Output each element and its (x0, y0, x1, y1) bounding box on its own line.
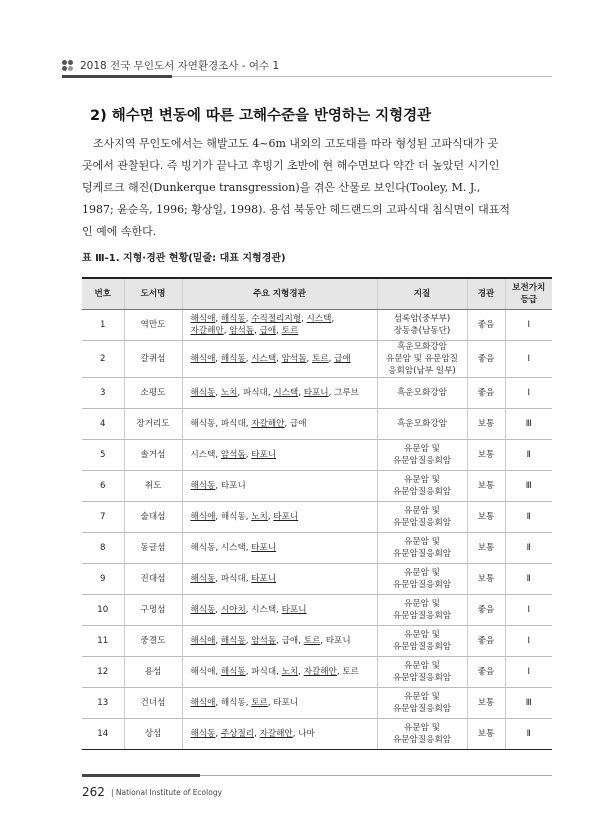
representative-landform: 해식애 (190, 636, 216, 646)
landform-text: , 그루브 (328, 388, 359, 398)
table-row (82, 341, 552, 378)
cell-grade: Ⅲ (505, 471, 552, 502)
cell-geology (377, 626, 467, 657)
representative-landform: 해식동 (220, 354, 246, 364)
table-row (82, 440, 552, 471)
landform-text: , 타포니 (267, 698, 299, 708)
cell-grade: Ⅱ (505, 440, 552, 471)
cell-geology (377, 310, 467, 341)
table-row (82, 688, 552, 719)
landform-text: , 파식대, (237, 388, 274, 398)
cell-features (182, 471, 377, 502)
cell-grade: Ⅰ (505, 626, 552, 657)
representative-landform: 해식동 (190, 481, 216, 491)
landform-text: , 파식대, (245, 667, 282, 677)
landform-text: , (215, 314, 221, 324)
representative-landform: 암석돔 (229, 326, 255, 336)
cell-grade: Ⅰ (505, 341, 552, 378)
cell-scenery: 보통 (467, 409, 505, 440)
representative-landform: 토르 (312, 354, 329, 364)
cell-geology (377, 409, 467, 440)
landform-text: , (215, 636, 221, 646)
cell-geology (377, 657, 467, 688)
cell-island: 중결도 (124, 626, 182, 657)
landform-text: , 해식동, (215, 512, 252, 522)
representative-landform: 시스택 (306, 314, 332, 324)
landform-text: , 타포니 (215, 481, 246, 491)
representative-landform: 해식애 (190, 512, 216, 522)
cell-island: 동글섬 (124, 533, 182, 564)
representative-landform: 자갈해안 (190, 326, 224, 336)
landform-text: , (215, 605, 221, 615)
cell-grade: Ⅲ (505, 688, 552, 719)
representative-landform: 해식애 (190, 354, 216, 364)
geology-line: 유문암질응회암 (392, 642, 452, 652)
representative-landform: 급애 (334, 354, 351, 364)
table-row (82, 626, 552, 657)
cell-island: 건너섬 (124, 688, 182, 719)
table-row (82, 502, 552, 533)
representative-landform: 해식동 (220, 314, 246, 324)
geology-line: 유문암질응회암 (392, 518, 452, 528)
organization-name: | National Institute of Ecology (111, 788, 223, 797)
cell-island: 술대섬 (124, 502, 182, 533)
paragraph-line: 조사지역 무인도에서는 해발고도 4~6m 내외의 고도대를 따라 형성된 고파식대가 곳 (93, 137, 499, 150)
geology-line: 유문암 및 (404, 661, 440, 671)
geology-line: 유문암 및 (404, 723, 440, 733)
paragraph-line: 1987; 윤순옥, 1996; 황상일, 1998). 용섬 북동안 헤드랜드의 고파식대 침식면이 대표적 (82, 203, 511, 216)
cell-scenery: 보통 (467, 564, 505, 595)
representative-landform: 노치 (251, 512, 268, 522)
cell-scenery: 좋음 (467, 341, 505, 378)
cell-scenery: 좋음 (467, 657, 505, 688)
representative-landform: 수직절리지형 (251, 314, 302, 324)
representative-landform: 토르 (281, 326, 299, 336)
landform-text: , 파식대, (215, 574, 252, 584)
geology-line: 응회암(남부 일부) (388, 366, 456, 376)
header-features: 주요 지형경관 (182, 278, 377, 310)
representative-landform: 해식동 (220, 667, 246, 677)
header-grade-label: 보전가치 등급 (512, 283, 546, 305)
landform-text: , (245, 636, 252, 646)
cell-features (182, 341, 377, 378)
cell-scenery: 좋음 (467, 378, 505, 409)
representative-landform: 타포니 (251, 574, 277, 584)
landform-text: , 나마 (292, 729, 315, 739)
header-rule-accent (62, 75, 172, 78)
table-row (82, 409, 552, 440)
cell-geology (377, 564, 467, 595)
cell-scenery: 보통 (467, 471, 505, 502)
geology-line: 유문암 및 (404, 475, 440, 485)
cell-island: 진대섬 (124, 564, 182, 595)
geology-line: 유문암 및 (404, 506, 440, 516)
geology-line: 흑운모화강암 (397, 388, 447, 398)
landform-text: , (254, 326, 260, 336)
cell-geology (377, 440, 467, 471)
cell-features (182, 719, 377, 750)
cell-grade: Ⅲ (505, 409, 552, 440)
table-row (82, 533, 552, 564)
table-row (82, 564, 552, 595)
section-title: 2) 해수면 변동에 따른 고해수준을 반영하는 지형경관 (90, 108, 432, 124)
cell-scenery: 보통 (467, 440, 505, 471)
representative-landform: 타포니 (273, 512, 299, 522)
cell-no: 13 (82, 688, 124, 719)
cell-island: 용섬 (124, 657, 182, 688)
cell-island: 상섬 (124, 719, 182, 750)
cell-geology (377, 533, 467, 564)
geology-line: 흑운모화강암 (397, 419, 447, 429)
table-caption: 표 Ⅲ-1. 지형·경관 현황(밑줄: 대표 지형경관) (82, 253, 286, 264)
landform-text: 해식동, 시스택, (190, 543, 252, 553)
representative-landform: 자갈해안 (303, 667, 337, 677)
landform-text: , 급애 (284, 419, 307, 429)
representative-landform: 시스택 (273, 388, 299, 398)
cell-scenery: 좋음 (467, 626, 505, 657)
geology-line: 유문암 및 (404, 568, 440, 578)
representative-landform: 시스택 (251, 354, 277, 364)
table-row (82, 310, 552, 341)
cell-geology (377, 341, 467, 378)
representative-landform: 토르 (251, 698, 268, 708)
cell-no: 8 (82, 533, 124, 564)
landform-text: , (245, 314, 252, 324)
geology-line: 유문암질응회암 (392, 580, 452, 590)
landform-text: 해식애, (190, 667, 221, 677)
representative-landform: 자갈해안 (259, 729, 293, 739)
landform-text: , 타포니 (320, 636, 351, 646)
cell-island: 역만도 (124, 310, 182, 341)
cell-island: 장거리도 (124, 409, 182, 440)
page-number: 262 (82, 785, 105, 799)
header-geology: 지질 (377, 278, 467, 310)
cell-grade: Ⅰ (505, 378, 552, 409)
cell-island: 소평도 (124, 378, 182, 409)
landform-text: , (215, 388, 221, 398)
geology-line: 유문암 및 (404, 537, 440, 547)
running-header (62, 58, 279, 73)
cell-features (182, 657, 377, 688)
landform-text: , (331, 314, 335, 324)
representative-landform: 타포니 (251, 543, 277, 553)
representative-landform: 급애 (259, 326, 277, 336)
cell-grade: Ⅱ (505, 719, 552, 750)
representative-landform: 해식애 (190, 314, 216, 324)
representative-landform: 암석돔 (251, 636, 277, 646)
cell-scenery: 보통 (467, 719, 505, 750)
bullet-dots-icon (62, 60, 74, 72)
cell-no: 4 (82, 409, 124, 440)
cell-no: 14 (82, 719, 124, 750)
cell-features (182, 533, 377, 564)
geology-line: 유문암질응회암 (392, 456, 452, 466)
paragraph-line: 인 예에 속한다. (82, 225, 157, 238)
geology-line: 유문암 및 (404, 692, 440, 702)
representative-landform: 해식동 (190, 729, 216, 739)
cell-no: 2 (82, 341, 124, 378)
cell-grade: Ⅰ (505, 310, 552, 341)
landform-text: , 급애, (276, 636, 304, 646)
header-island: 도서명 (124, 278, 182, 310)
cell-geology (377, 595, 467, 626)
cell-features (182, 378, 377, 409)
landform-text: , (298, 388, 304, 398)
landform-text: , (301, 314, 307, 324)
paragraph-line: 곳에서 관찰된다. 즉 빙기가 끝나고 후빙기 초반에 현 해수면보다 약간 더 높았던 시기인 (82, 159, 500, 172)
footer-rule-accent (82, 774, 200, 777)
table-row (82, 471, 552, 502)
table-row (82, 378, 552, 409)
geology-line: 섬록암(중부부) (393, 314, 451, 324)
cell-scenery: 좋음 (467, 310, 505, 341)
cell-features (182, 595, 377, 626)
landform-text: , (245, 354, 252, 364)
geology-line: 유문암질응회암 (392, 487, 452, 497)
cell-island: 갈퀴섬 (124, 341, 182, 378)
cell-no: 6 (82, 471, 124, 502)
geology-line: 장동층(남동단) (393, 326, 451, 336)
cell-grade: Ⅰ (505, 595, 552, 626)
cell-grade: Ⅱ (505, 533, 552, 564)
cell-features (182, 564, 377, 595)
header-no: 번호 (82, 278, 124, 310)
cell-features (182, 626, 377, 657)
cell-grade: Ⅱ (505, 502, 552, 533)
geology-line: 유문암질응회암 (392, 735, 452, 745)
cell-island: 솔거섬 (124, 440, 182, 471)
cell-geology (377, 688, 467, 719)
cell-geology (377, 502, 467, 533)
representative-landform: 토르 (303, 636, 321, 646)
landform-text: , (223, 326, 230, 336)
geology-line: 유문암 및 (404, 444, 440, 454)
landform-text: , (215, 354, 221, 364)
landform-text: , (254, 729, 260, 739)
cell-features (182, 409, 377, 440)
table-row (82, 595, 552, 626)
running-title: 2018 전국 무인도서 자연환경조사 - 여수 1 (80, 60, 280, 72)
geology-line: 유문암 및 (404, 599, 440, 609)
cell-geology (377, 719, 467, 750)
landform-text: , (276, 354, 282, 364)
geology-line: 유문암질응회암 (392, 673, 452, 683)
representative-landform: 해식애 (190, 698, 216, 708)
cell-features (182, 688, 377, 719)
representative-landform: 주상절리 (220, 729, 255, 739)
landform-text: , 토르 (336, 667, 359, 677)
cell-scenery: 좋음 (467, 595, 505, 626)
representative-landform: 해식동 (220, 636, 246, 646)
table-row (82, 657, 552, 688)
body-paragraph (82, 133, 552, 243)
geology-line: 흑운모화강암 (397, 342, 447, 352)
representative-landform: 해식동 (190, 574, 216, 584)
representative-landform: 노치 (281, 667, 299, 677)
cell-scenery: 보통 (467, 688, 505, 719)
table-row (82, 719, 552, 750)
cell-grade: Ⅱ (505, 564, 552, 595)
cell-no: 1 (82, 310, 124, 341)
landform-text: , (276, 326, 282, 336)
table-header-row (82, 278, 552, 310)
representative-landform: 시아치 (220, 605, 246, 615)
cell-features (182, 502, 377, 533)
cell-no: 9 (82, 564, 124, 595)
cell-scenery: 보통 (467, 533, 505, 564)
geology-line: 유문암질응회암 (392, 704, 452, 714)
representative-landform: 타포니 (303, 388, 329, 398)
cell-features (182, 440, 377, 471)
cell-no: 7 (82, 502, 124, 533)
landform-text: , (267, 512, 274, 522)
representative-landform: 암석돔 (220, 450, 246, 460)
cell-no: 10 (82, 595, 124, 626)
landform-text: , (328, 354, 335, 364)
cell-no: 5 (82, 440, 124, 471)
representative-landform: 타포니 (281, 605, 307, 615)
representative-landform: 해식동 (190, 388, 216, 398)
paragraph-line: 덩케르크 해진(Dunkerque transgression)을 겪은 산물로 보인다(Tooley, M. J., (82, 181, 481, 194)
landform-text: , (298, 667, 304, 677)
geology-line: 유문암 및 (404, 630, 440, 640)
cell-island: 구멍섬 (124, 595, 182, 626)
landform-text: , (215, 729, 221, 739)
cell-island: 취도 (124, 471, 182, 502)
cell-no: 12 (82, 657, 124, 688)
representative-landform: 자갈해안 (251, 419, 285, 429)
cell-geology (377, 378, 467, 409)
geology-line: 유문암질응회암 (392, 611, 452, 621)
landform-text: , (306, 354, 312, 364)
representative-landform: 해식동 (190, 605, 216, 615)
geology-line: 유문암질응회암 (392, 549, 452, 559)
cell-scenery: 보통 (467, 502, 505, 533)
landform-text: , 해식동, (215, 698, 252, 708)
cell-no: 11 (82, 626, 124, 657)
representative-landform: 타포니 (251, 450, 277, 460)
header-scenery: 경관 (467, 278, 505, 310)
landform-text: , 시스택, (245, 605, 282, 615)
cell-no: 3 (82, 378, 124, 409)
geology-line: 유문암 및 유문암질 (386, 354, 458, 364)
cell-geology (377, 471, 467, 502)
landform-text: , (245, 450, 252, 460)
cell-grade: Ⅰ (505, 657, 552, 688)
representative-landform: 노치 (220, 388, 238, 398)
representative-landform: 암석돔 (281, 354, 307, 364)
landform-table (82, 277, 552, 750)
cell-features (182, 310, 377, 341)
table-body (82, 310, 552, 750)
header-grade (505, 278, 552, 310)
landform-text: 시스택, (190, 450, 221, 460)
landform-text: 해식동, 파식대, (190, 419, 252, 429)
